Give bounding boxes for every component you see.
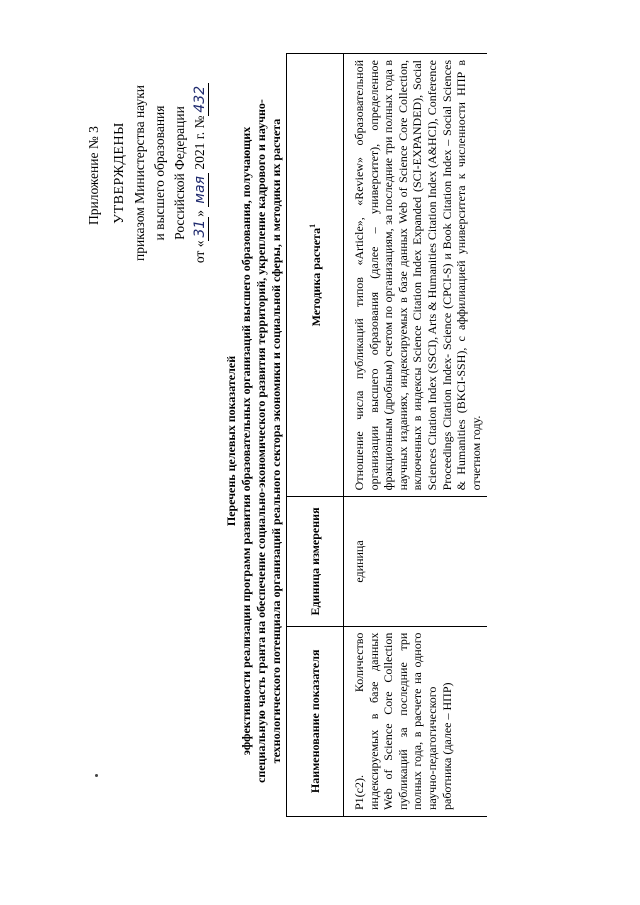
method-cell: Отношение числа публикаций типов «Article», «Review» образовательной организации высшего образования (далее – университет), определенное фракционным (дробным) счетом по организациям, за последние три полных года в научных изданиях, индексируемых в базе данных Web of Science Core Collection, включенных в индексы Science Citation Index Expanded (SCI-EXPANDED), Social Sciences Citation Index (SSCI), Arts & Humanities Citation Index (A&HCI), Conference Proceedings Citation Index- Science (CPCI-S) и Book Citation Index – Social Sciences & Humanities (BKCI-SSH), с аффилиацией университета к численности НПР в отчетном году. <box>344 54 488 497</box>
handwritten-day: 31 <box>192 217 209 241</box>
approval-line-3: Российской Федерации <box>172 106 187 240</box>
table-header-row <box>287 54 344 817</box>
appendix-number: Приложение № 3 <box>86 126 101 225</box>
header-indicator-name: Наименование показателя <box>287 626 344 816</box>
handwritten-month: мая <box>192 173 209 207</box>
handwritten-order-number: 432 <box>192 83 209 116</box>
title-line-1: Перечень целевых показателей <box>224 355 238 527</box>
title-line-3: специальную часть гранта на обеспечение социально-экономического развития территорий, укрепление кадрового и научно- <box>254 99 268 783</box>
approval-line-2: и высшего образования <box>152 105 167 241</box>
order-date-line <box>190 53 210 293</box>
header-method <box>287 54 344 497</box>
unit-cell: единица <box>344 497 488 626</box>
date-mid: » <box>192 209 207 217</box>
title-line-2: эффективности реализации программ развития образовательных организаций высшего образования, получающих <box>239 126 253 756</box>
table-row <box>344 54 488 817</box>
scan-artifact <box>95 774 98 777</box>
document-title <box>224 81 284 801</box>
header-unit: Единица измерения <box>287 497 344 626</box>
date-prefix: от « <box>192 240 207 264</box>
approval-line-1: приказом Министерства науки <box>132 84 147 262</box>
footnote-marker: 1 <box>308 223 318 228</box>
approved-heading: УТВЕРЖДЕНЫ <box>112 122 127 224</box>
indicators-table <box>286 53 487 817</box>
title-line-4: технологического потенциала организаций реального сектора экономики и социальной сферы, и методики их расчета <box>269 118 283 764</box>
header-method-label: Методика расчета <box>309 227 324 327</box>
indicator-name-cell: P1(c2). Количество индексируемых в базе данных Web of Science Core Collection публикаций за последние три полных года, в расчете на одного научно-педагогического работника (далее – НПР) <box>344 626 488 816</box>
year-text: 2021 г. № <box>192 115 207 170</box>
approval-block <box>84 53 210 293</box>
